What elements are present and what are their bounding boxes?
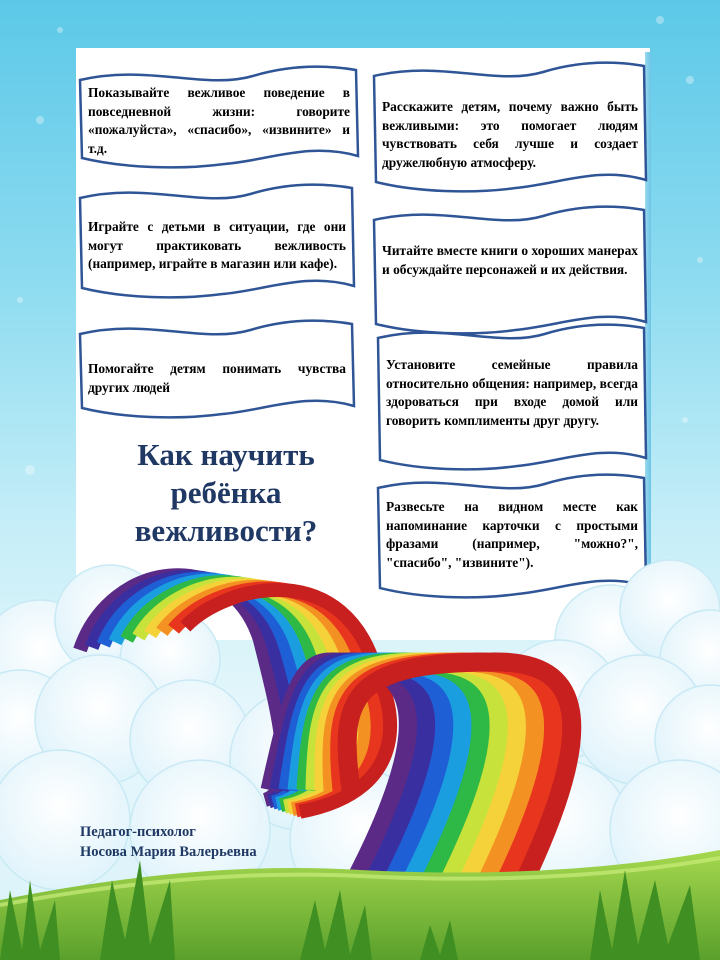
tip-text: Помогайте детям понимать чувства других людей <box>88 361 346 395</box>
tip-text: Установите семейные правила относительно общения: например, всегда здороваться при входе домой или говорить комплименты друг другу. <box>386 357 638 428</box>
author-role: Педагог-психолог <box>80 824 196 840</box>
tip-text: Играйте с детьми в ситуации, где они могут практиковать вежливость (например, играйте в магазин или кафе). <box>88 219 346 272</box>
page-title: Как научить ребёнка вежливости? <box>134 437 318 548</box>
author-block <box>80 822 257 862</box>
tip-text: Читайте вместе книги о хороших манерах и обсуждайте персонажей и их действия. <box>382 243 638 277</box>
tip-text: Показывайте вежливое поведение в повседневной жизни: говорите «пожалуйста», «спасибо», «извините» и т.д. <box>88 85 350 156</box>
tip-text: Расскажите детям, почему важно быть вежливыми: это помогает людям чувствовать себя лучше и создает дружелюбную атмосферу. <box>382 99 638 170</box>
author-name: Носова Мария Валерьевна <box>80 844 257 860</box>
tip-text: Развесьте на видном месте как напоминание карточки с простыми фразами (например, "можно?", "спасибо", "извините"). <box>386 499 638 570</box>
